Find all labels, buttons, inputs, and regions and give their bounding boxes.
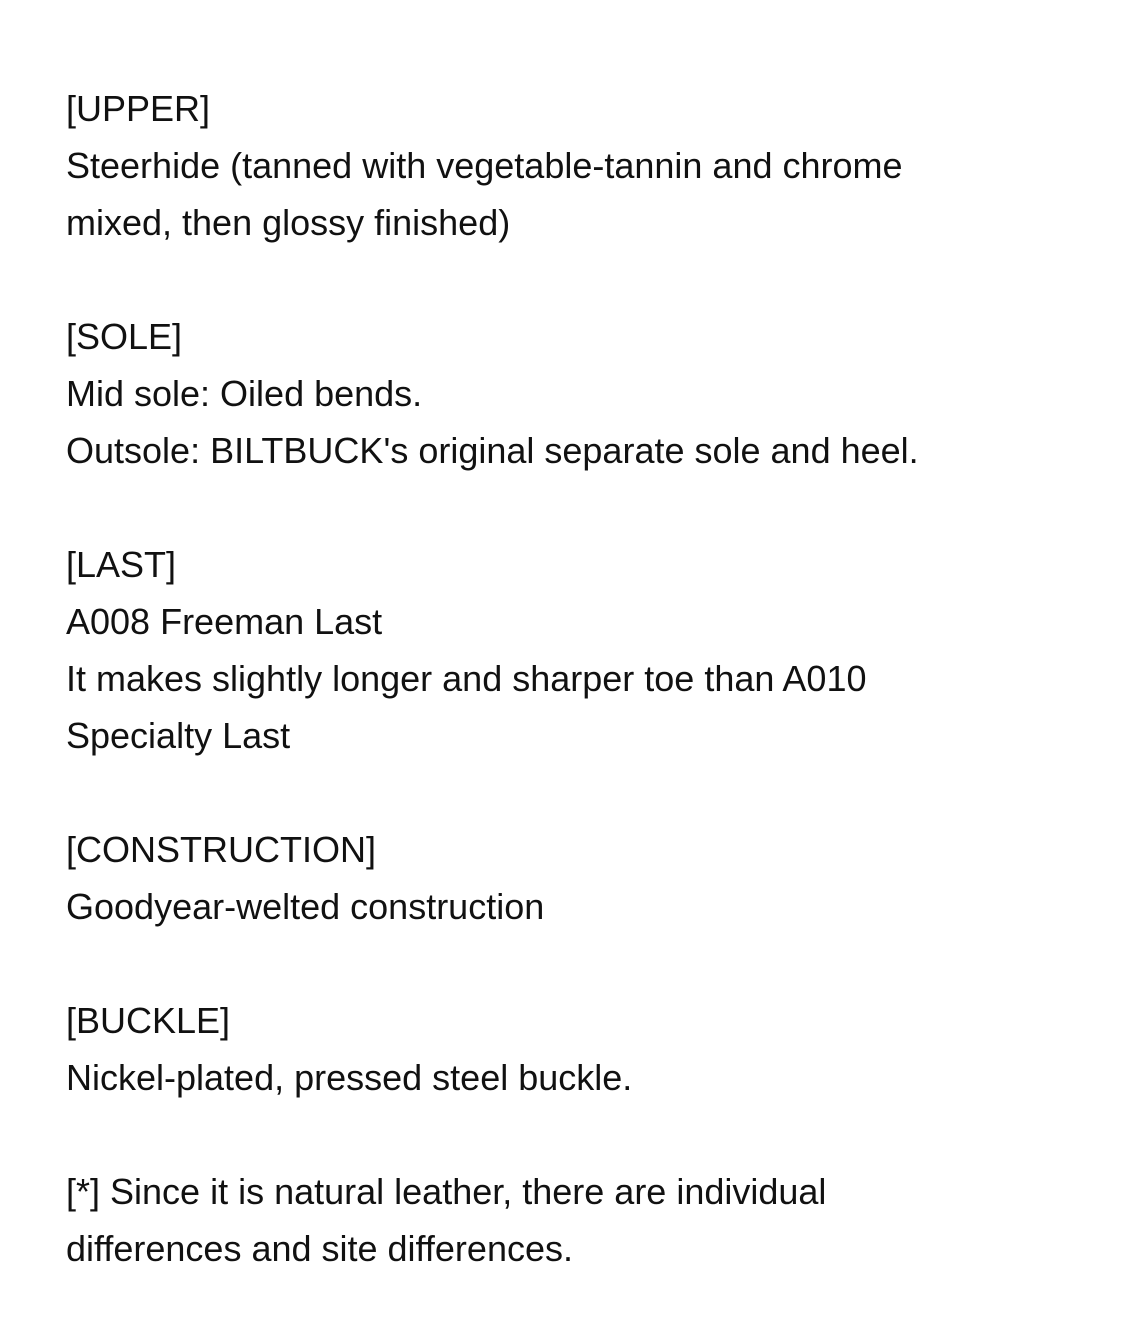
section-upper bbox=[66, 80, 1066, 251]
section-text: Specialty Last bbox=[66, 715, 291, 756]
section-text: Nickel-plated, pressed steel buckle. bbox=[66, 1057, 633, 1098]
section-text: Outsole: BILTBUCK's original separate sole and heel. bbox=[66, 430, 919, 471]
section-text: It makes slightly longer and sharper toe than A010 bbox=[66, 658, 867, 699]
section-buckle bbox=[66, 992, 1066, 1106]
section-heading: [LAST] bbox=[66, 544, 177, 585]
section-last bbox=[66, 536, 1066, 764]
section-text: Goodyear-welted construction bbox=[66, 886, 545, 927]
section-text: Mid sole: Oiled bends. bbox=[66, 373, 423, 414]
product-spec-document bbox=[66, 80, 1066, 1277]
section-heading: [BUCKLE] bbox=[66, 1000, 231, 1041]
note-text: [*] Since it is natural leather, there are individual bbox=[66, 1171, 827, 1212]
section-text: Steerhide (tanned with vegetable-tannin and chrome bbox=[66, 145, 903, 186]
section-heading: [CONSTRUCTION] bbox=[66, 829, 376, 870]
section-construction bbox=[66, 821, 1066, 935]
section-text: A008 Freeman Last bbox=[66, 601, 383, 642]
section-text: mixed, then glossy finished) bbox=[66, 202, 511, 243]
section-heading: [UPPER] bbox=[66, 88, 211, 129]
note-text: differences and site differences. bbox=[66, 1228, 573, 1269]
section-sole bbox=[66, 308, 1066, 479]
section-heading: [SOLE] bbox=[66, 316, 183, 357]
section-note bbox=[66, 1163, 1066, 1277]
